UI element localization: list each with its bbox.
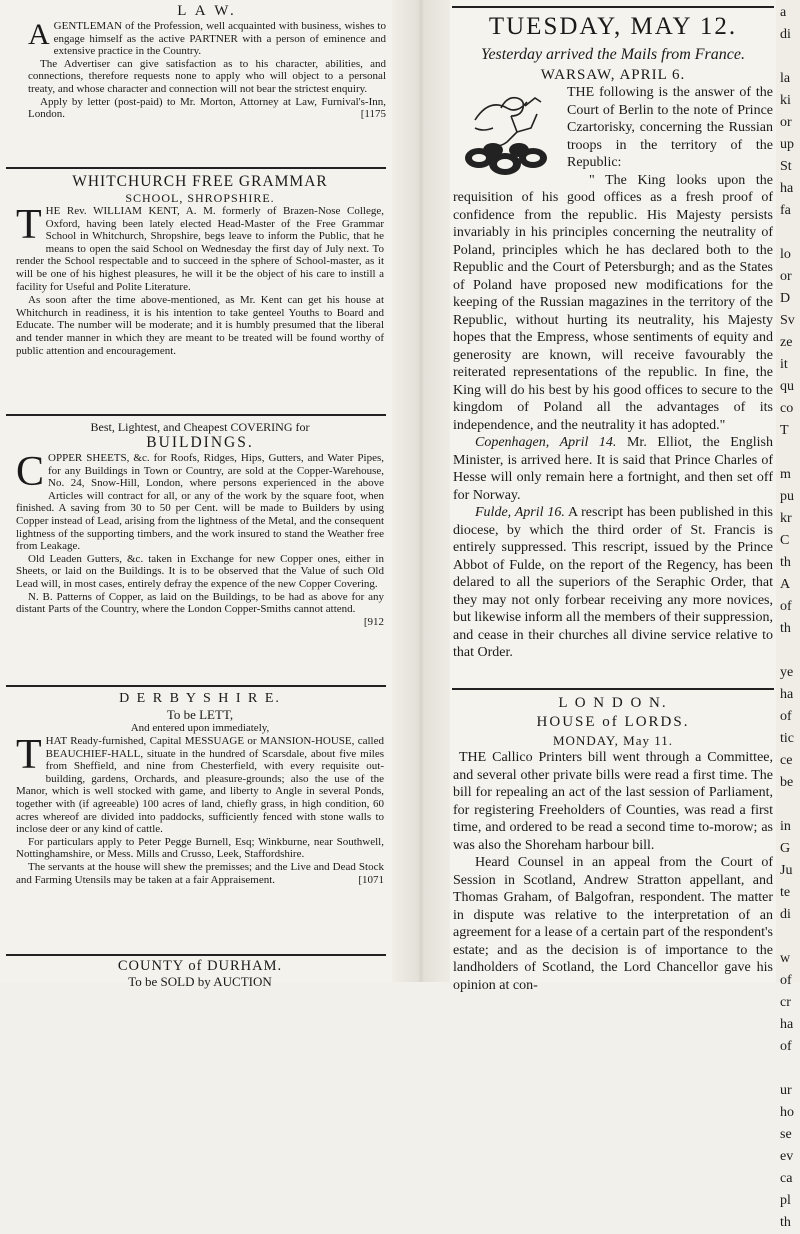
warsaw-dateline: WARSAW, APRIL 6. [540, 67, 686, 83]
law-p3: Apply by letter (post-paid) to Mr. Morton, Attorney at Law, Furnival's-Inn, London. [1175 [28, 95, 386, 121]
law-body: AGENTLEMAN of the Profession, well acquainted with business, wishes to engage himself as the active PARTNER with a person of eminence and extensive practice in the Country. [28, 18, 386, 58]
fulde-item: Fulde, April 16. A rescript has been published in this diocese, by which the third order of St. Francis is entirely suppressed. This rescript, issued by the Prince Abbot of Fulde, on the report of the Regency, has been delared to all the superiors of the Seraphic Order, that they may not only forbear receiving any more novices, but likewise inform all the members of their suppression, and cease in their churches all divine service relative to that Order. [453, 505, 773, 660]
edge-fragment-line: th [780, 621, 791, 636]
edge-fragment-line: ha [780, 687, 794, 702]
edge-fragment-line: ye [780, 665, 794, 680]
edge-fragment-line: ho [780, 1105, 794, 1120]
derby-sub2: And entered upon immediately, [130, 722, 270, 734]
copper-pre: Best, Lightest, and Cheapest COVERING for [90, 420, 310, 434]
edge-fragment-line: A [780, 577, 791, 592]
edge-fragment-line: ev [780, 1149, 794, 1164]
edge-fragment-line [780, 442, 800, 464]
edge-fragment-line: th [780, 555, 791, 570]
top-rule [450, 6, 776, 8]
law-heading: L A W. [177, 3, 237, 19]
derby-advertisement [0, 690, 392, 886]
edge-fragment-line [780, 640, 800, 662]
copper-heading: BUILDINGS. [146, 434, 254, 451]
edge-fragment-line [780, 46, 800, 68]
school-subheading: SCHOOL, SHROPSHIRE. [125, 191, 275, 205]
edge-fragment-line: w [780, 951, 791, 966]
derby-heading: D E R B Y S H I R E. [119, 691, 281, 706]
copper-body: COPPER SHEETS, &c. for Roofs, Ridges, Hips, Gutters, and Water Pipes, for any Buildings in Town or Country, are sold at the Copper-Warehouse, No. 24, Snow-Hill, London, where persons experienced in the above Articles will contract for all, or any of the work by the square foot, when finished. A saving from 30 to 50 per Cent. will be made to Builders by using Copper instead of Lead, arising from the lightness of the Metal, and the consequent lightness of the supporting timbers, and the work insured to stand the Weather free from Leakage. [16, 449, 384, 553]
edge-fragment-line: m [780, 467, 791, 482]
edge-fragment-line: D [780, 291, 791, 306]
copenhagen-item: Copenhagen, April 14. Mr. Elliot, the English Minister, is arrived here. It is said that Prince Charles of Hesse will only remain here a fortnight, and then set off for Norway. [453, 435, 773, 503]
rule-4 [0, 954, 392, 956]
london-news [450, 694, 776, 994]
edge-fragment-line: di [780, 27, 791, 42]
edge-fragment-line: lo [780, 247, 791, 262]
edge-fragment-line: ce [780, 753, 793, 768]
edge-fragment-line: ki [780, 93, 791, 108]
edge-fragment-line: of [780, 709, 792, 724]
left-page [0, 0, 392, 989]
rule-3 [0, 685, 392, 687]
edge-fragment-line: T [780, 423, 789, 438]
derby-ref: [1071 [358, 873, 384, 886]
edge-fragment-line: kr [780, 511, 792, 526]
derby-p3: The servants at the house will shew the premisses; and the Live and Dead Stock and Farming Utensils may be taken at a fair Appraisement. [1071 [16, 860, 384, 886]
edge-fragment-line: te [780, 885, 791, 900]
warsaw-body: THE following is the answer of the Court of Berlin to the note of Prince Czartorisky, concerning the Russian troops in the territory of the Republic: [567, 85, 773, 170]
school-heading: WHITCHURCH FREE GRAMMAR [72, 173, 328, 190]
edge-fragment-line: Sv [780, 313, 795, 328]
edge-fragment-line: se [780, 1127, 792, 1142]
law-drop-cap: A [28, 18, 50, 51]
edge-fragment-line: a [780, 5, 787, 20]
berlin-quote: " The King looks upon the requisition of his good offices as a fresh proof of confidence from the republic. His Majesty persists invariably in his principles concerning the neutrality of Poland, principles which he has declared both to the Republic and the Court of Petersburgh; and as the States of Poland have proposed new modifications for the keeping of the Russian magazines in the territory of the Republic, without hurting its neutrality, his Majesty hopes that the Empress, whose sentiments of equity and generosity are known, will receive favourably the reiterated representations of the republic. In fine, the King will do his best by his good offices to secure to the kingdom of Poland all the advantages of its independence, and the neutrality it has adopted." [453, 172, 773, 433]
edge-fragment-line: th [780, 1215, 791, 1230]
derby-p2: For particulars apply to Peter Pegge Burnell, Esq; Winkburne, near Southwell, Nottinghamshire, or Mess. Mills and Crusso, Leek, Staffordshire. [16, 835, 384, 861]
edge-fragment-line: be [780, 775, 794, 790]
edge-fragment-line: Ju [780, 863, 793, 878]
school-p2: As soon after the time above-mentioned, as Mr. Kent can get his house at Whitchurch in readiness, it is his intention to take genteel Youths to Board and Educate. The number will be moderate; and it is humbly presumed that the liberal and tender manner in which they are meant to be treated will be found worthy of public attention and encouragement. [16, 294, 384, 357]
copper-ref: [912 [363, 615, 384, 628]
mid-rule [450, 688, 776, 690]
rule-1 [0, 167, 392, 169]
edge-fragment-line [780, 926, 800, 948]
edge-fragment-line: of [780, 973, 792, 988]
edge-fragment-line: pl [780, 1193, 791, 1208]
edge-fragment-line: ha [780, 181, 794, 196]
law-ref: [1175 [360, 108, 386, 121]
rule-2 [0, 414, 392, 416]
derby-subheading: To be LETT, [166, 707, 234, 722]
lords-body: THE Callico Printers bill went through a Committee, and several other private bills were read a first time. The bill for repealing an act of the last session of Parliament, for registering Freeholders of Counties, was read a first time, and ordered to be read a second time to-morow; as was also the Shoreham harbour bill. [453, 750, 773, 853]
house-heading: HOUSE of LORDS. [536, 714, 690, 730]
mails-line: Yesterday arrived the Mails from France. [481, 46, 745, 63]
copper-p2: Old Leaden Gutters, &c. taken in Exchange for new Copper ones, either in Sheets, or laid on the Buildings. It is to be observed that the Value of such Old Lead will, in most cases, entirely defray the expence of the new Copper Covering. [16, 552, 384, 590]
counsel-body: Heard Counsel in an appeal from the Court of Session in Scotland, Andrew Stratton appellant, and Thomas Graham, of Balgofran, respondent. The matter in dispute was relative to the interpretation of an agreement for a lease of a certain part of the respondent's estate; and as the decision is of importance to the landholders of Scotland, the Lord Chancellor gave his opinion at con- [453, 855, 773, 993]
next-column-edge [776, 0, 800, 1230]
school-body: THE Rev. WILLIAM KENT, A. M. formerly of Brazen-Nose College, Oxford, having been lately elected Head-Master of the Free Grammar School in Whitchurch, Shropshire, begs leave to inform the Public, that he means to open the said School on Wednesday the first day of July next. To render the School respectable and to succeed in the sphere of School-master, as it will be one of his highest pleasures, he will it be the object of his care to instill a facility for Useful and Polite Literature. [16, 202, 384, 293]
edge-fragments [776, 0, 800, 1234]
derby-body: THAT Ready-furnished, Capital MESSUAGE or MANSION-HOUSE, called BEAUCHIEF-HALL, situate in the hundred of Scarsdale, about five miles from Sheffield, and nine from Chesterfield, with every requisite out-building, gardens, Orchards, and pleasure-grounds; also the use of the Manor, which is well stocked with game, and liberty to Angle in several Ponds, together with (if agreeable) 100 acres of land, chiefly grass, in high condition, 60 acres whereof are divided into paddocks, sufficiently fenced with stone walls to inclose deer or any kind of cattle. [16, 732, 384, 836]
edge-fragment-line: G [780, 841, 791, 856]
durham-subheading: To be SOLD by AUCTION [128, 974, 272, 989]
edge-fragment-line: C [780, 533, 790, 548]
foreign-news [450, 66, 776, 662]
edge-fragment-line: of [780, 599, 792, 614]
edge-fragment-line: tic [780, 731, 794, 746]
page-gutter [392, 0, 450, 982]
edge-fragment-line: it [780, 357, 788, 372]
school-drop-cap: T [16, 202, 42, 248]
edge-fragment-line [780, 1058, 800, 1080]
edge-fragment-line: up [780, 137, 794, 152]
issue-date: TUESDAY, MAY 12. [488, 13, 738, 40]
edge-fragment-line: co [780, 401, 794, 416]
edge-fragment-line: St [780, 159, 792, 174]
copper-drop-cap: C [16, 449, 45, 495]
right-page [450, 0, 776, 993]
edge-fragment-line: ur [780, 1083, 792, 1098]
edge-fragment-line: in [780, 819, 791, 834]
edge-fragment-line: pu [780, 489, 794, 504]
edge-fragment-line: of [780, 1039, 792, 1054]
edge-fragment-line: di [780, 907, 791, 922]
edge-fragment-line: ze [780, 335, 793, 350]
durham-heading: COUNTY of DURHAM. [117, 958, 283, 974]
derby-drop-cap: T [16, 732, 42, 778]
edge-fragment-line: fa [780, 203, 791, 218]
law-p2: The Advertiser can give satisfaction as to his character, abilities, and connections, therefore requests none to apply who will object to a personal treaty, and whose character and connection will not bear the strictest enquiry. [28, 57, 386, 95]
durham-advertisement [0, 958, 392, 989]
edge-fragment-line: ha [780, 1017, 794, 1032]
london-heading: L O N D O N. [558, 695, 668, 711]
edge-fragment-line: qu [780, 379, 794, 394]
edge-fragment-line: or [780, 269, 792, 284]
edge-fragment-line: la [780, 71, 791, 86]
copper-p3: N. B. Patterns of Copper, as laid on the Buildings, to be had as above for any distant Parts of the Country, where the London Copper-Smiths cannot attend. [912 [16, 590, 384, 628]
mercury-emblem-icon [453, 88, 561, 180]
school-advertisement [0, 172, 392, 357]
copper-advertisement [0, 420, 392, 628]
edge-fragment-line: cr [780, 995, 791, 1010]
law-advertisement [0, 2, 392, 121]
edge-fragment-line [780, 794, 800, 816]
edge-fragment-line [780, 222, 800, 244]
monday-dateline: MONDAY, May 11. [553, 733, 673, 748]
edge-fragment-line: or [780, 115, 792, 130]
edge-fragment-line: ca [780, 1171, 793, 1186]
